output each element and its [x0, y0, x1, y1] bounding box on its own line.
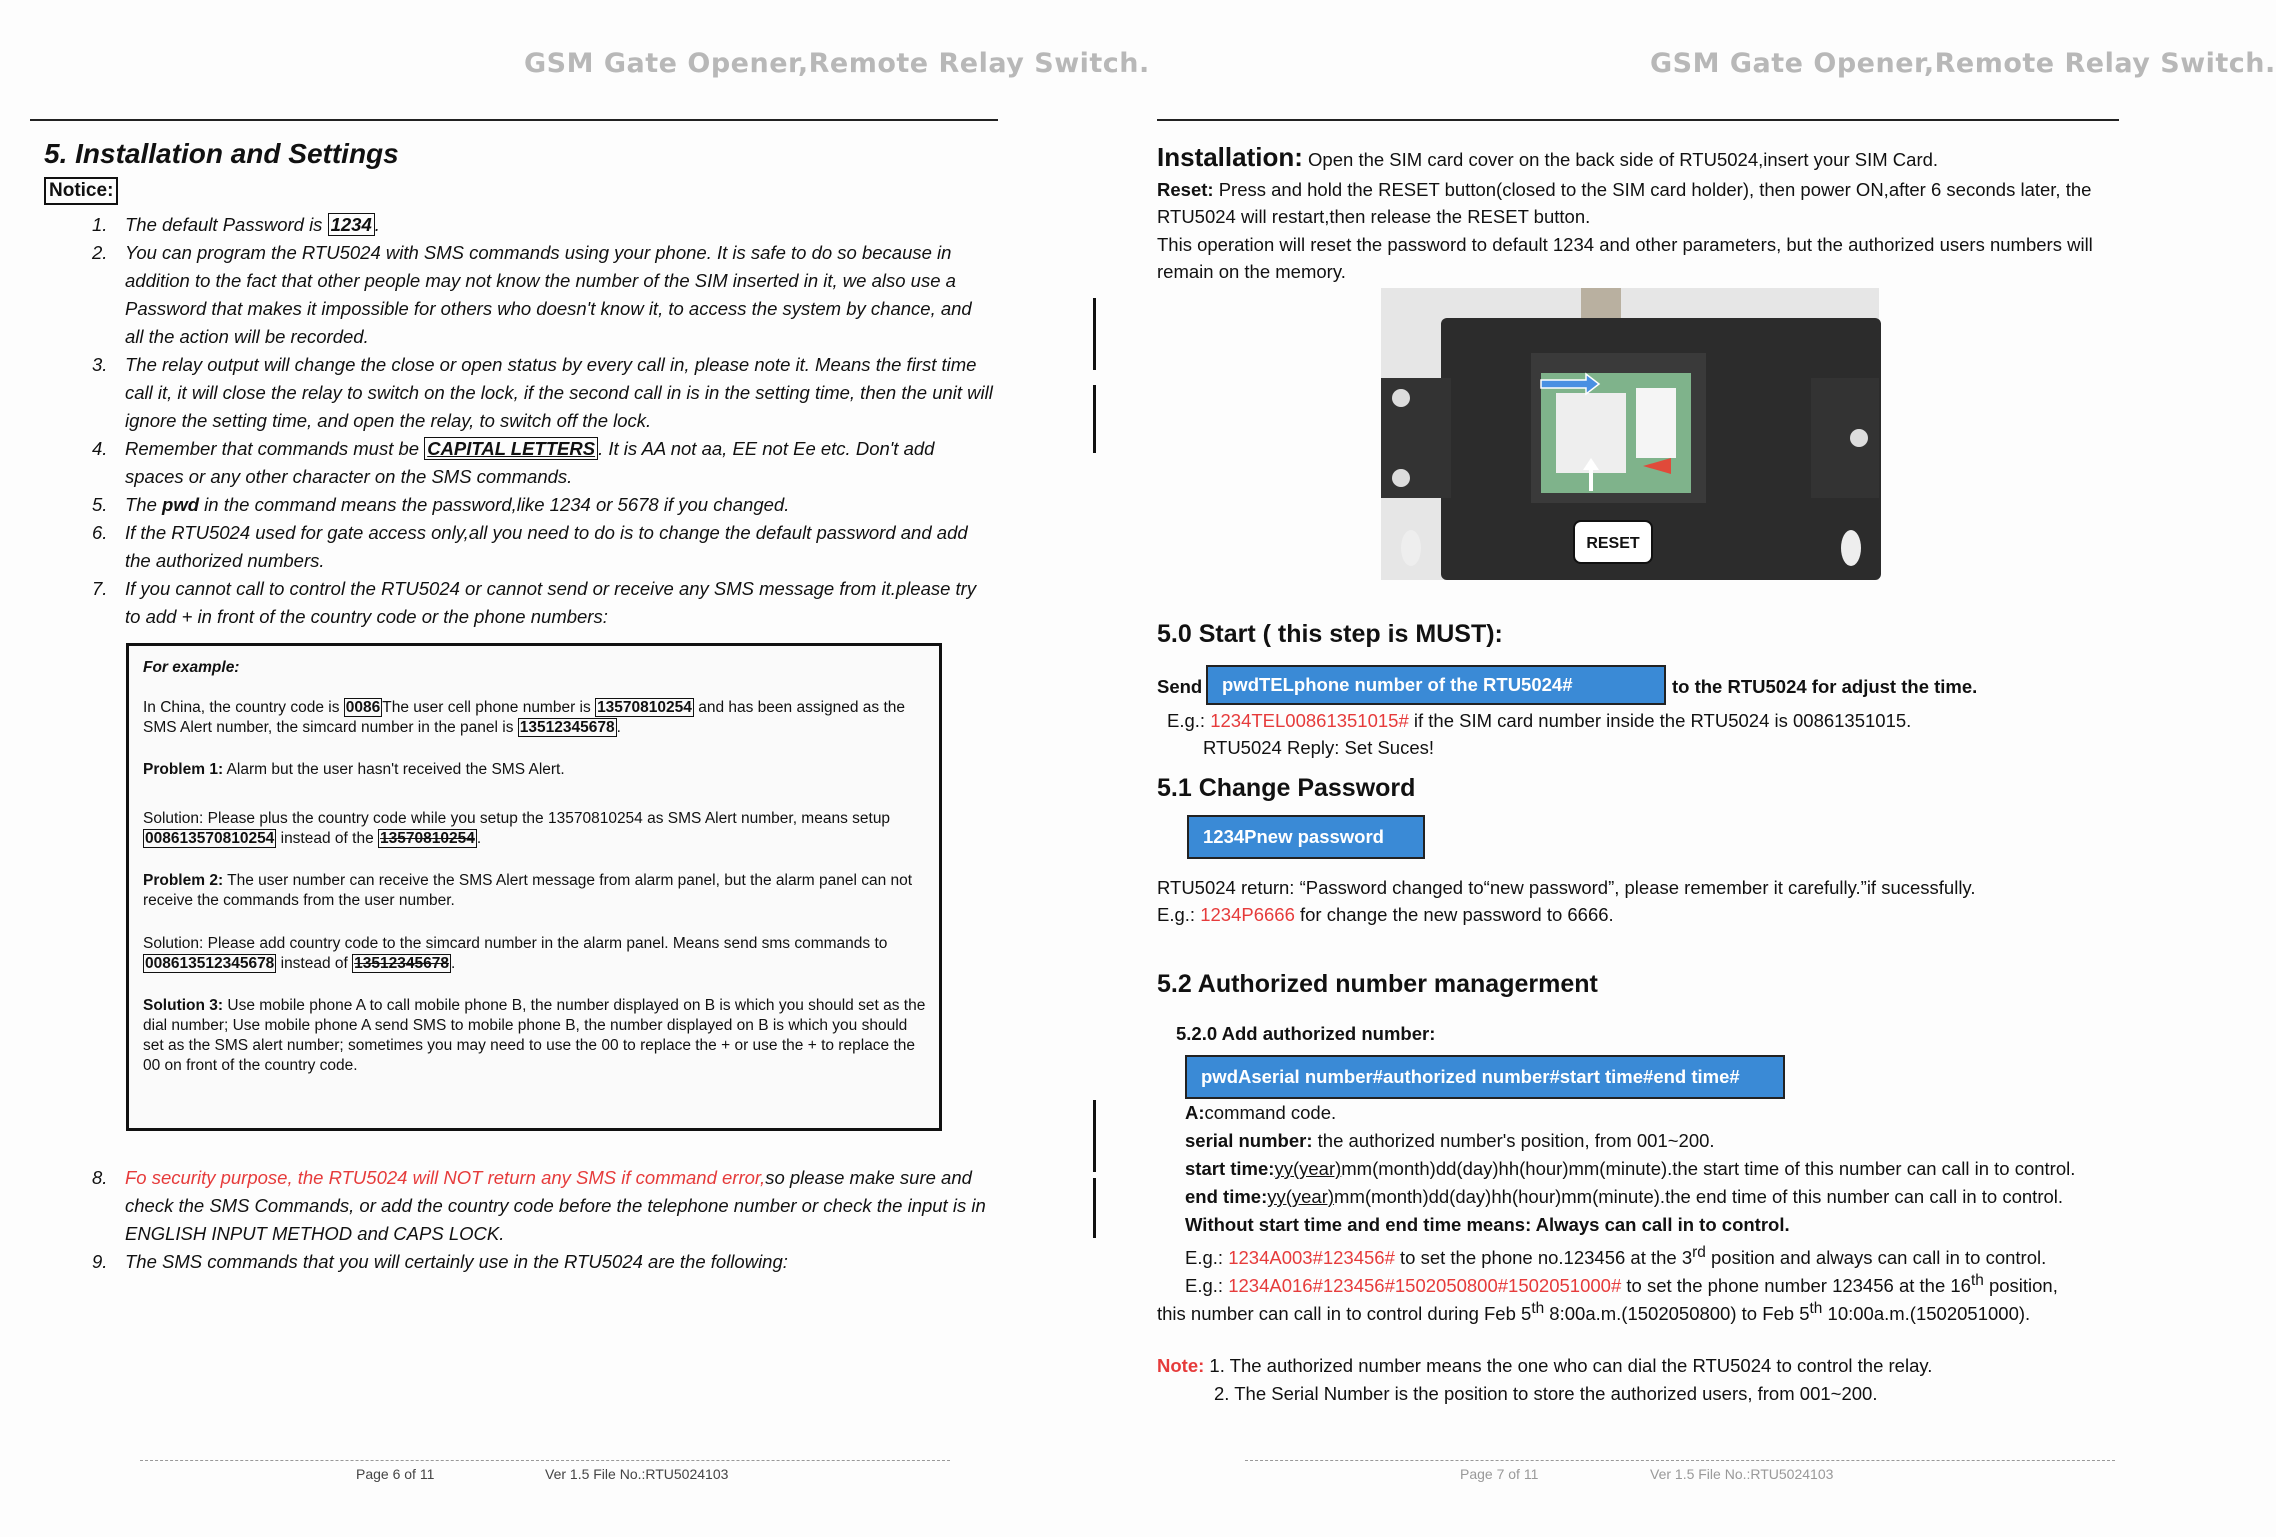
section-5-2-0-title: 5.2.0 Add authorized number: [1176, 1023, 1436, 1044]
section-title: 5. Installation and Settings [44, 138, 399, 169]
page-header: GSM Gate Opener,Remote Relay Switch. [1650, 48, 2276, 79]
send-suffix: to the RTU5024 for adjust the time. [1672, 676, 1978, 697]
section-5-2-title: 5.2 Authorized number managerment [1157, 970, 1598, 998]
param-a: A:command code. [1185, 1102, 1337, 1123]
start-command-box: pwdTELphone number of the RTU5024# [1206, 665, 1666, 705]
list-item: 9. The SMS commands that you will certainly use in the RTU5024 are the following: [92, 1251, 788, 1272]
change-password-command-box: 1234Pnew password [1187, 815, 1425, 859]
file-number: Ver 1.5 File No.:RTU5024103 [1650, 1466, 1834, 1482]
installation-paragraph: Installation: Open the SIM card cover on the back side of RTU5024,insert your SIM Card. [1157, 142, 1939, 172]
start-reply: RTU5024 Reply: Set Suces! [1203, 737, 1435, 758]
problem-1: Problem 1: Alarm but the user hasn't received the SMS Alert. [143, 761, 565, 778]
change-password-return: RTU5024 return: “Password changed to“new password”, please remember it carefully.”if sucessfully. [1157, 877, 1976, 898]
add-number-command-box: pwdAserial number#authorized number#start time#end time# [1185, 1055, 1785, 1099]
footer-rule [140, 1460, 950, 1461]
solution-1: Solution: Please plus the country code while you setup the 13570810254 as SMS Alert number, means setup 008613570810254 instead of the 13570810254 . [143, 810, 891, 847]
example-title: For example: [143, 659, 240, 676]
page-number: Page 6 of 11 [356, 1466, 435, 1482]
send-label: Send [1157, 676, 1203, 697]
list-item: 2. You can program the RTU5024 with SMS commands using your phone. It is safe to do so because in addition to the fact that other people may not know the number of the SIM inserted in it, we also use a Password that makes it impossible for others who doesn't know it, to access the system by chance, and all the action will be recorded. [92, 242, 972, 347]
list-item: 1. The default Password is 1234 . [92, 214, 380, 235]
list-item: 3. The relay output will change the close or open status by every call in, please note it. Means the first time call it, it will close the relay to switch on the lock, if the second call in is in the setting time, then the unit will ignore the setting time, and open the relay, to switch off the lock. [92, 354, 993, 431]
add-example-2-continued: this number can call in to control during Feb 5th 8:00a.m.(1502050800) to Feb 5th 10:00a.m.(1502051000). [1157, 1300, 2031, 1325]
reset-note: This operation will reset the password to default 1234 and other parameters, but the authorized users numbers will remain on the memory. [1157, 234, 2093, 282]
reset-paragraph: Reset: Press and hold the RESET button(closed to the SIM card holder), then power ON,after 6 seconds later, the RTU5024 will restart,then release the RESET button. [1157, 179, 2092, 227]
param-end-time: end time:yy(year)mm(month)dd(day)hh(hour)mm(minute).the end time of this number can call in to control. [1185, 1186, 2064, 1207]
header-rule [30, 119, 998, 121]
note-2: 2. The Serial Number is the position to store the authorized users, from 001~200. [1214, 1383, 1878, 1404]
section-5-1-title: 5.1 Change Password [1157, 774, 1416, 802]
example-box [126, 643, 942, 1131]
reset-button[interactable]: RESET [1573, 520, 1653, 564]
capital-letters-box: CAPITAL LETTERS [424, 437, 598, 460]
list-item: 4. Remember that commands must be CAPITAL LETTERS . It is AA not aa, EE not Ee etc. Don't add spaces or any other character on the SMS commands. [92, 438, 935, 487]
example-paragraph: In China, the country code is 0086 The user cell phone number is 13570810254 and has been assigned as the SMS Alert number, the simcard number in the panel is 13512345678 . [143, 699, 906, 736]
file-number: Ver 1.5 File No.:RTU5024103 [545, 1466, 729, 1482]
without-time-note: Without start time and end time means: Always can call in to control. [1185, 1214, 1790, 1235]
notice-label: Notice: [44, 177, 118, 205]
change-password-example: E.g.: 1234P6666 for change the new password to 6666. [1157, 904, 1614, 925]
list-item: 8. Fo security purpose, the RTU5024 will NOT return any SMS if command error,so please make sure and check the SMS Commands, or add the country code before the telephone number or check the input is in ENGLISH INPUT METHOD and CAPS LOCK. [92, 1167, 986, 1244]
param-serial: serial number: the authorized number's position, from 001~200. [1185, 1130, 1715, 1151]
header-rule [1157, 119, 2119, 121]
notice-list-continued [90, 1164, 995, 1276]
solution-2: Solution: Please add country code to the simcard number in the alarm panel. Means send sms commands to 008613512345678 instead of 13512345678 . [143, 935, 888, 972]
list-item: 7. If you cannot call to control the RTU5024 or cannot send or receive any SMS message from it.please try to add + in front of the country code or the phone numbers: [92, 578, 977, 627]
add-example-2: E.g.: 1234A016#123456#1502050800#1502051000# to set the phone number 123456 at the 16th position, [1185, 1272, 2058, 1297]
start-example: E.g.: 1234TEL00861351015# if the SIM card number inside the RTU5024 is 00861351015. [1167, 710, 1912, 731]
page-number: Page 7 of 11 [1460, 1466, 1539, 1482]
list-item: 5. The pwd in the command means the password,like 1234 or 5678 if you changed. [92, 494, 790, 515]
notice-list [90, 211, 995, 631]
page-header: GSM Gate Opener,Remote Relay Switch. [524, 48, 1150, 79]
list-item: 6. If the RTU5024 used for gate access only,all you need to do is to change the default password and add the authorized numbers. [92, 522, 968, 571]
param-start-time: start time:yy(year)mm(month)dd(day)hh(hour)mm(minute).the start time of this number can call in to control. [1185, 1158, 2076, 1179]
default-password: 1234 [328, 213, 375, 236]
footer-rule [1245, 1460, 2115, 1461]
right-page [1075, 0, 2276, 1537]
add-example-1: E.g.: 1234A003#123456# to set the phone no.123456 at the 3rd position and always can call in to control. [1185, 1244, 2047, 1269]
solution-3: Solution 3: Use mobile phone A to call mobile phone B, the number displayed on B is which you should set as the dial number; Use mobile phone A send SMS to mobile phone B, the number displayed on B is which you should set as the SMS alert number; sometimes you may need to use the 00 to replace the + or use the + to replace the 00 on front of the country code. [143, 997, 926, 1074]
section-5-0-title: 5.0 Start ( this step is MUST): [1157, 620, 1503, 648]
note-1: Note: 1. The authorized number means the one who can dial the RTU5024 to control the relay. [1157, 1355, 1933, 1376]
problem-2: Problem 2: The user number can receive the SMS Alert message from alarm panel, but the alarm panel can not receive the commands from the user number. [143, 872, 913, 909]
